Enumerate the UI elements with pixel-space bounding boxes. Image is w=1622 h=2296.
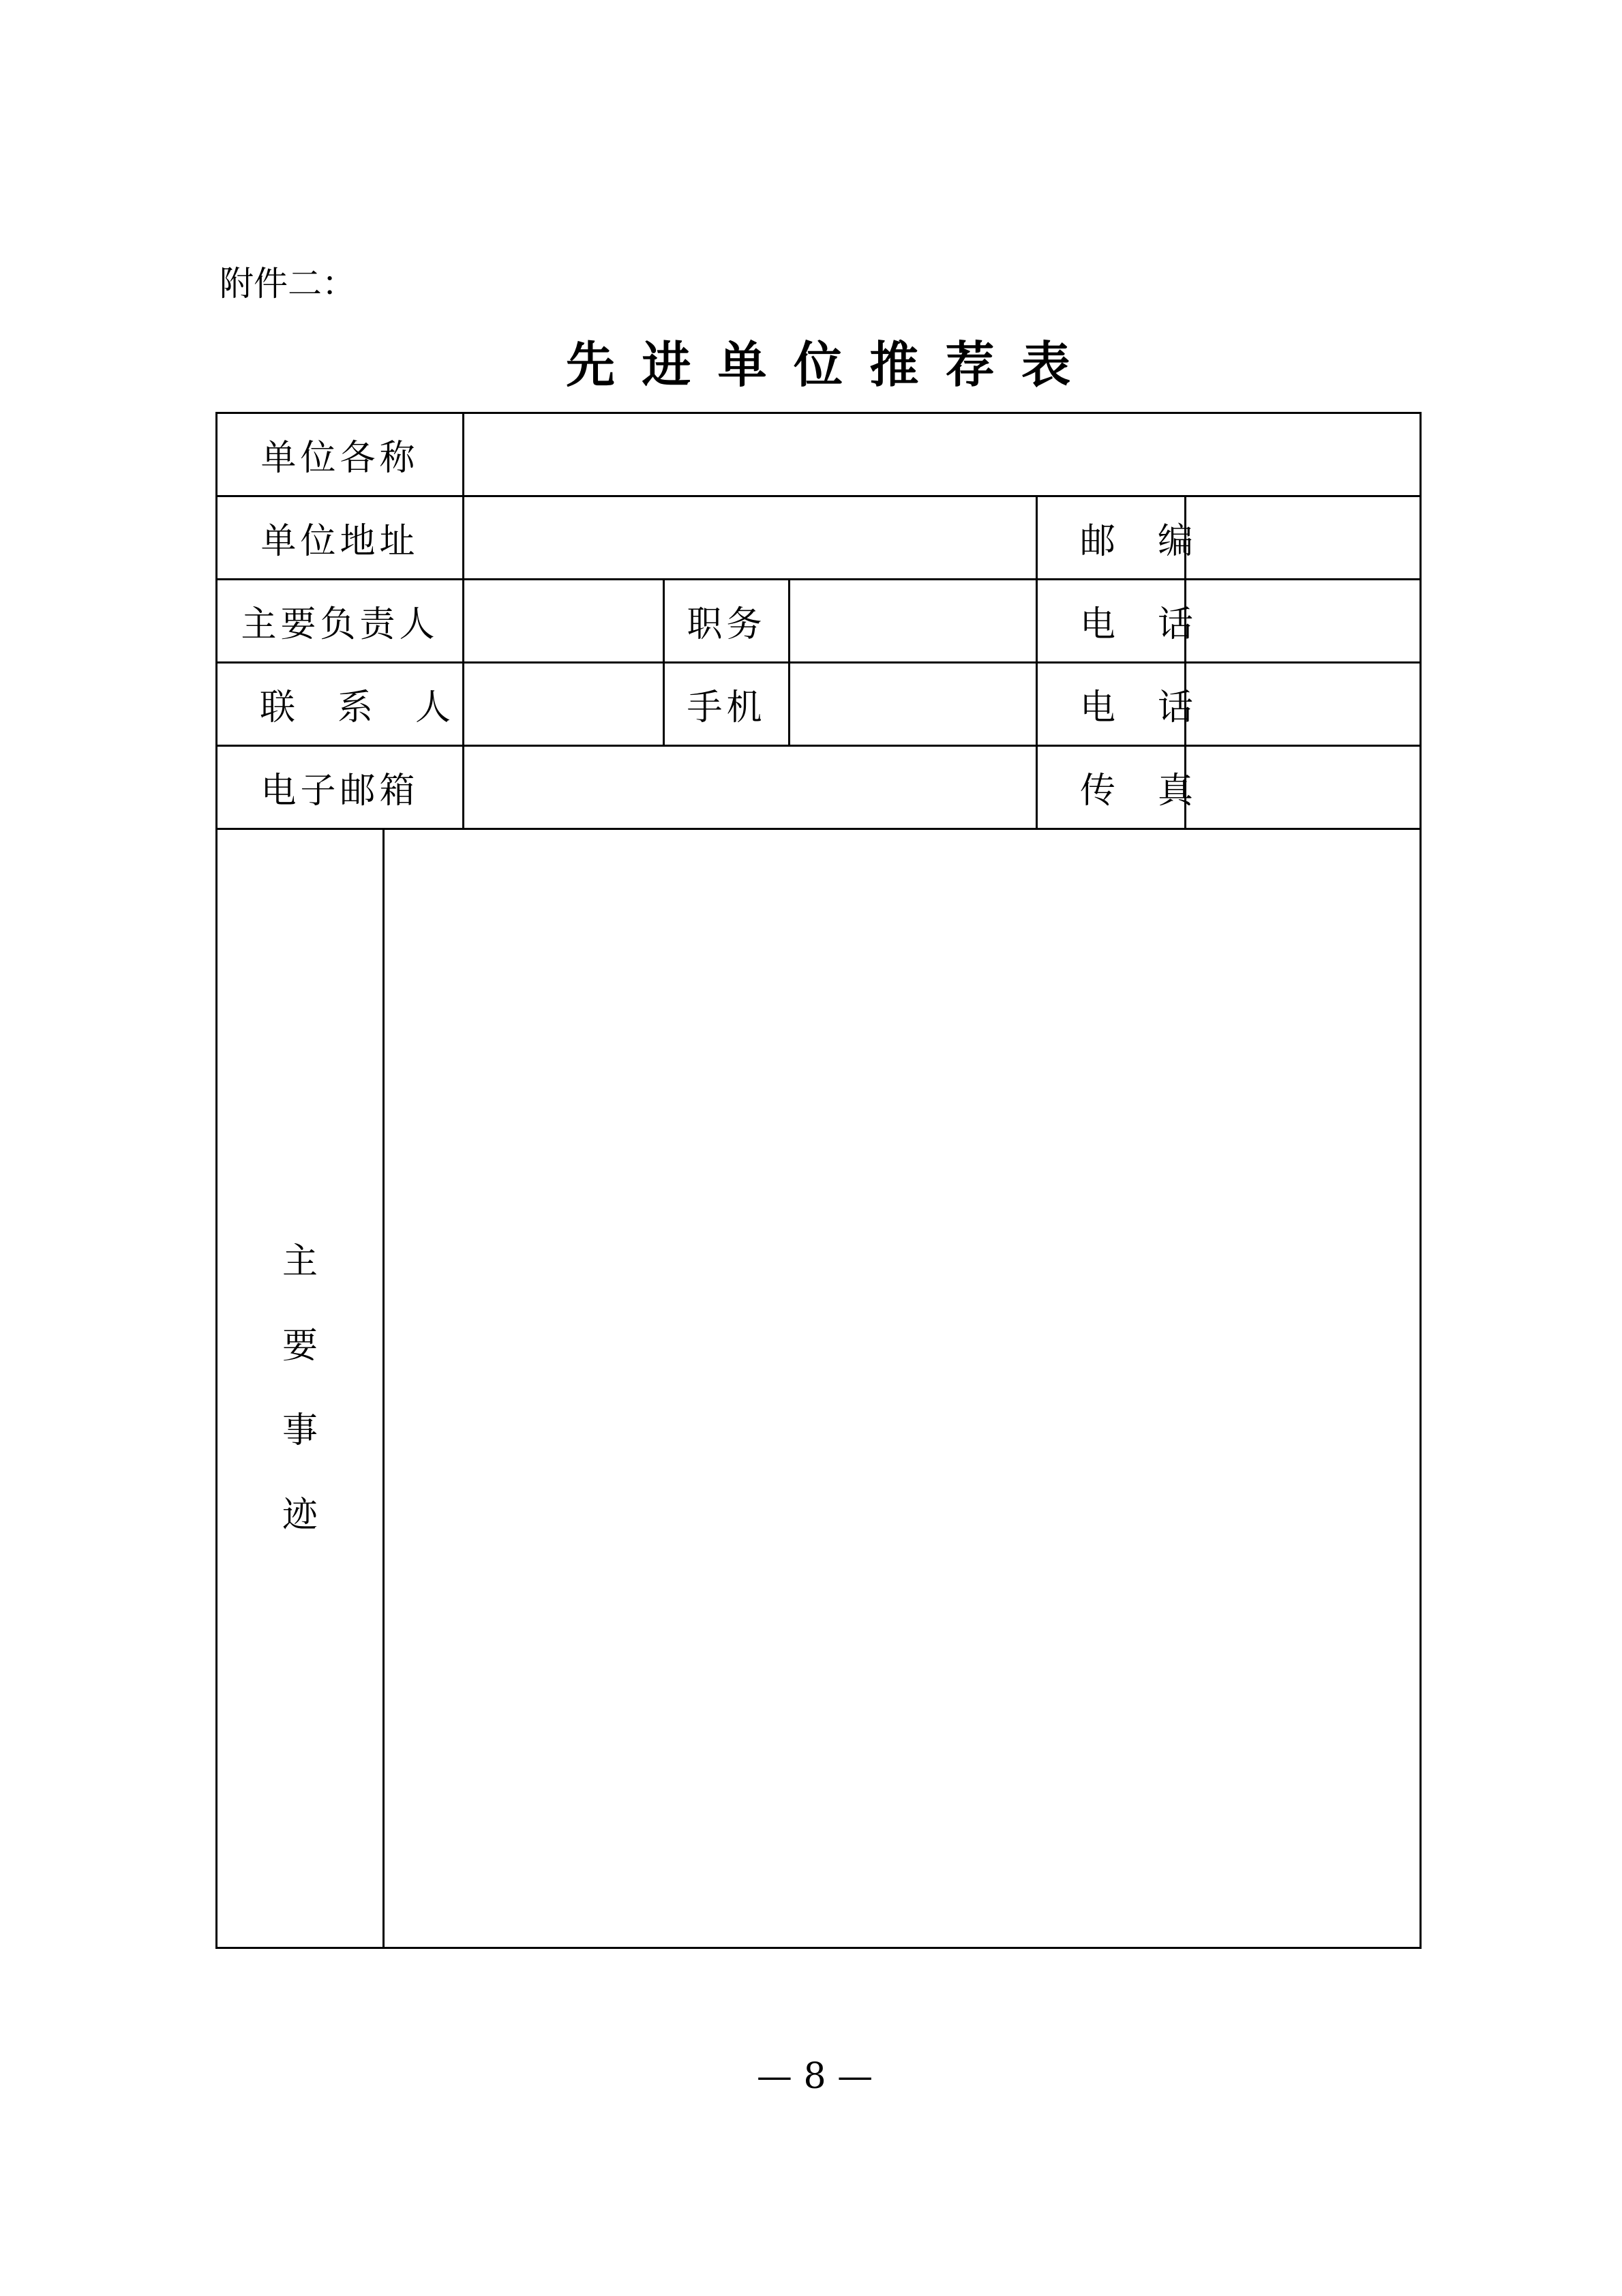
recommendation-form-table xyxy=(215,412,1422,1949)
title-char: 位 xyxy=(793,336,843,393)
contact-phone-label: 电话 xyxy=(1037,663,1186,746)
title-char: 先 xyxy=(566,336,616,393)
deeds-label-char: 迹 xyxy=(282,1495,318,1536)
attachment-label: 附件二： xyxy=(220,264,356,303)
contact-label: 联系人 xyxy=(217,663,464,746)
leader-phone-label: 电话 xyxy=(1037,580,1186,663)
deeds-label-char: 事 xyxy=(282,1410,318,1451)
page-number: — 8 — xyxy=(756,2056,873,2097)
title-char: 进 xyxy=(642,336,691,393)
deeds-label-char: 要 xyxy=(282,1326,318,1367)
fax-label: 传真 xyxy=(1037,746,1186,829)
unit-address-label: 单位地址 xyxy=(217,496,464,580)
main-deeds-label xyxy=(217,829,384,1948)
row-main-deeds xyxy=(217,829,1421,1948)
title-char: 单 xyxy=(717,336,767,393)
postcode-label: 邮编 xyxy=(1037,496,1186,580)
row-contact xyxy=(217,663,1421,746)
title-char: 荐 xyxy=(945,336,995,393)
position-label: 职务 xyxy=(664,580,790,663)
contact-field[interactable] xyxy=(464,663,664,746)
leader-label: 主要负责人 xyxy=(217,580,464,663)
row-leader xyxy=(217,580,1421,663)
mobile-field[interactable] xyxy=(790,663,1037,746)
row-email xyxy=(217,746,1421,829)
document-title xyxy=(566,334,1070,396)
unit-name-field[interactable] xyxy=(464,413,1421,496)
deeds-label-char: 主 xyxy=(282,1241,318,1282)
mobile-label: 手机 xyxy=(664,663,790,746)
email-field[interactable] xyxy=(464,746,1037,829)
title-char: 推 xyxy=(869,336,919,393)
email-label: 电子邮箱 xyxy=(217,746,464,829)
unit-address-field[interactable] xyxy=(464,496,1037,580)
unit-name-label: 单位各称 xyxy=(217,413,464,496)
main-deeds-field[interactable] xyxy=(384,829,1421,1948)
row-unit-address xyxy=(217,496,1421,580)
row-unit-name xyxy=(217,413,1421,496)
title-char: 表 xyxy=(1021,336,1070,393)
leader-field[interactable] xyxy=(464,580,664,663)
position-field[interactable] xyxy=(790,580,1037,663)
